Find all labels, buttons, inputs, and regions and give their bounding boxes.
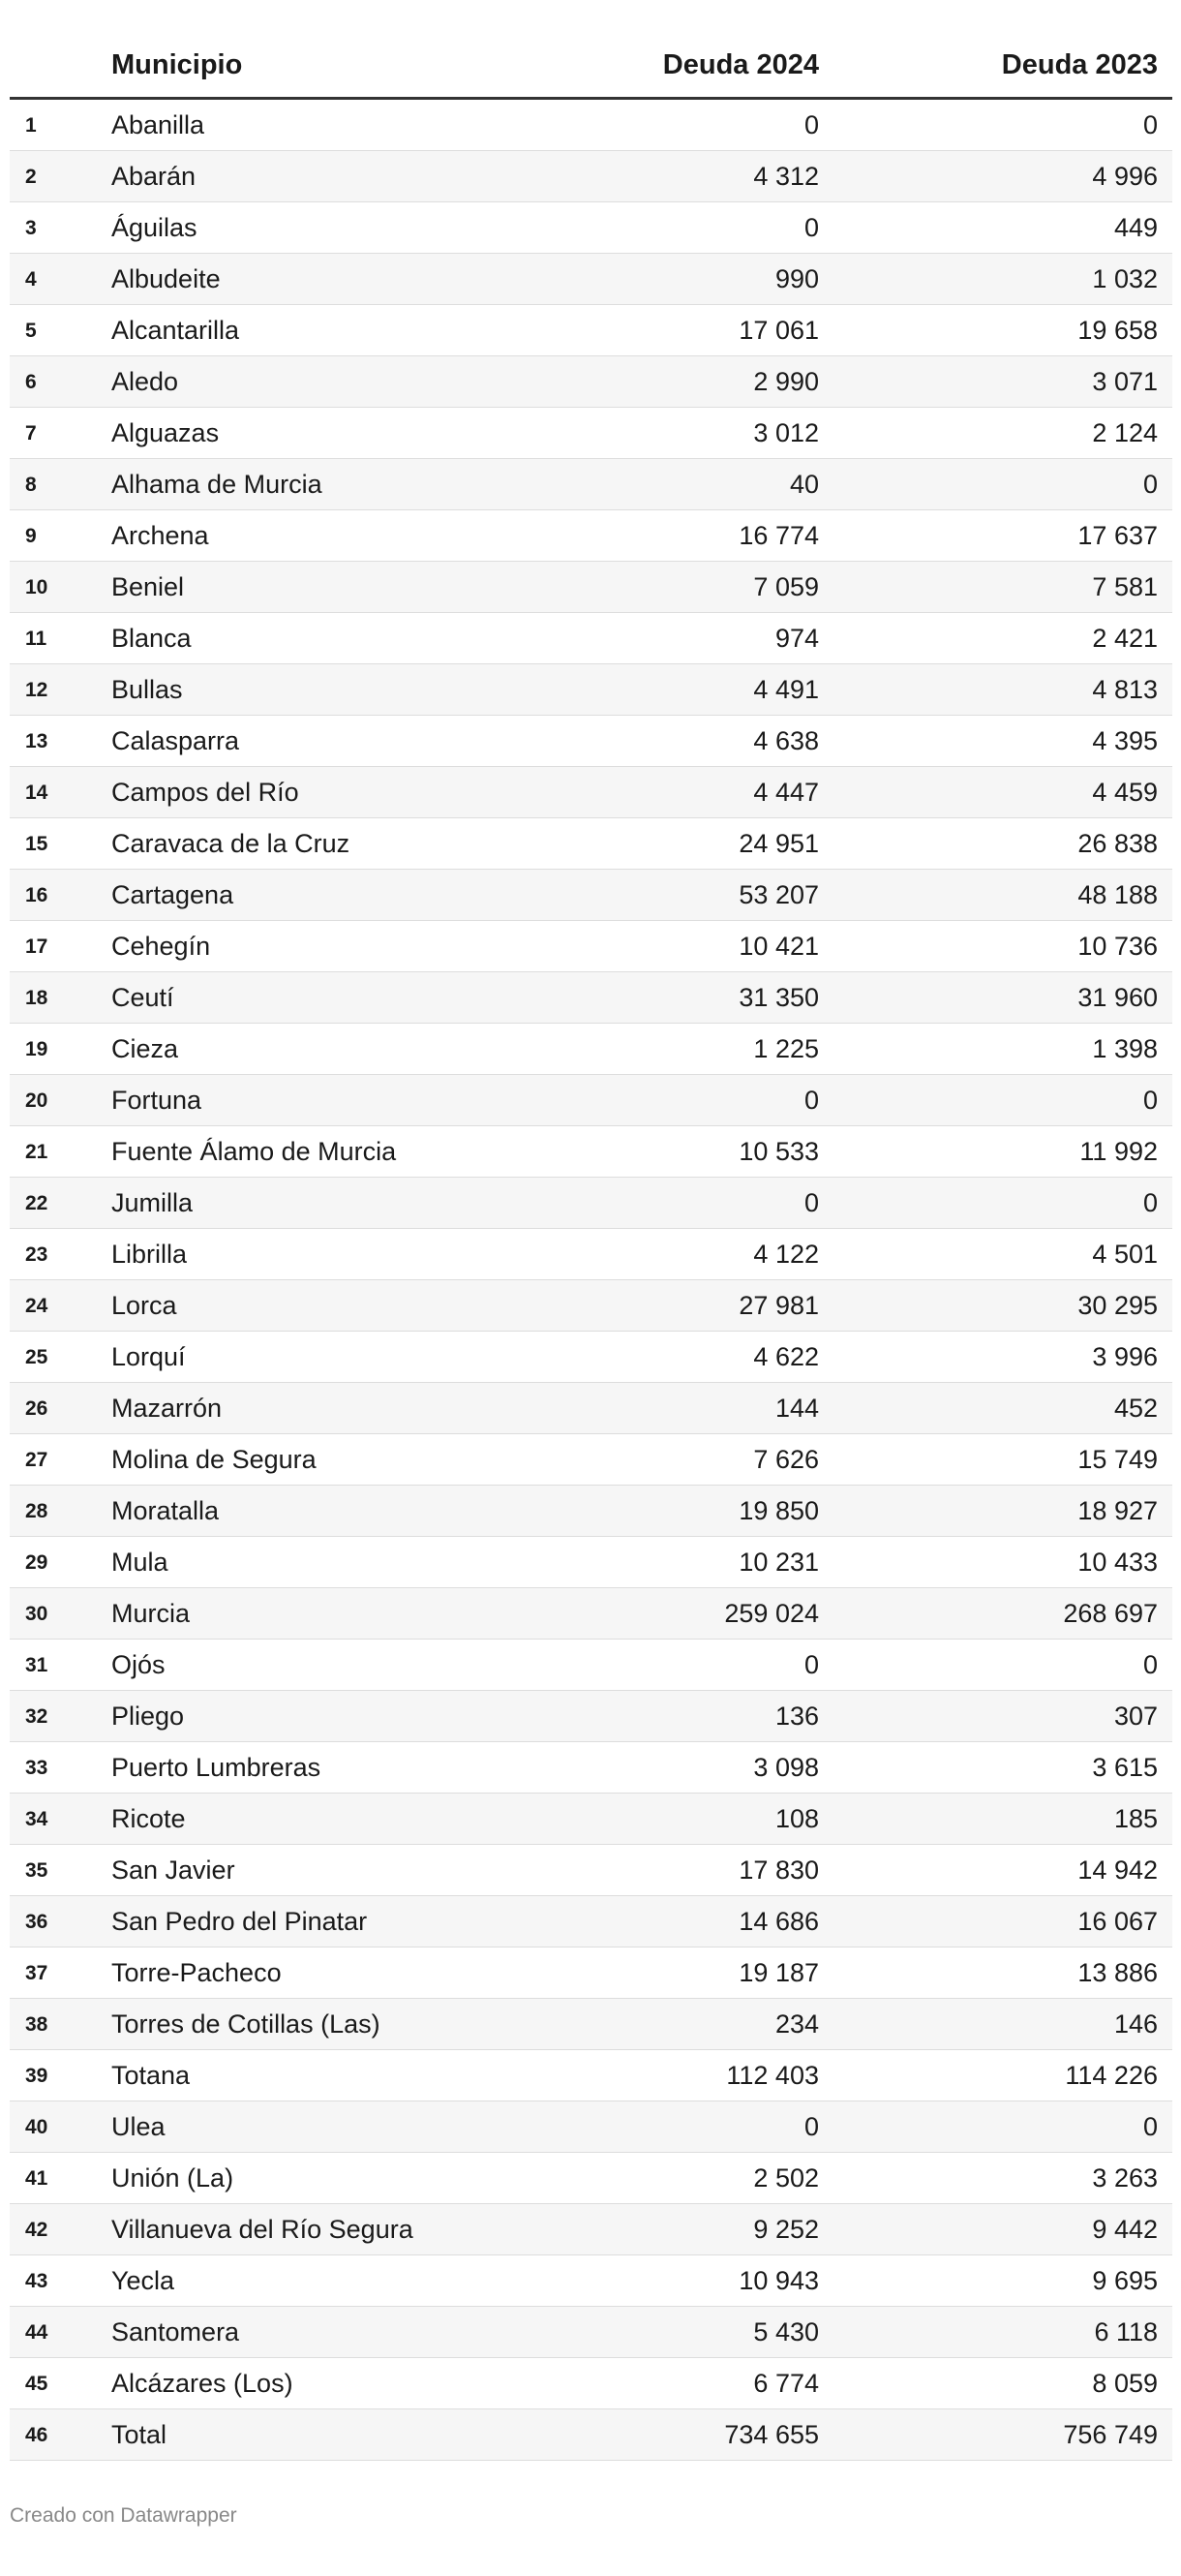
row-index: 17 [25,935,48,958]
row-index: 23 [25,1243,48,1266]
deuda-2024-cell: 31 350 [739,983,819,1012]
table-row [10,254,1172,305]
table-row [10,356,1172,408]
deuda-2023-cell: 1 032 [1092,264,1158,293]
deuda-2023-cell: 0 [1142,1188,1158,1217]
deuda-2024-cell: 53 207 [739,880,819,909]
deuda-2024-cell: 144 [774,1394,819,1423]
deuda-2024-cell: 4 638 [753,726,819,755]
table-row [10,2358,1172,2409]
deuda-2024-cell: 6 774 [753,2369,819,2398]
deuda-2024-cell: 17 830 [739,1855,819,1885]
row-index: 25 [25,1346,48,1368]
municipio-cell: Cieza [111,1034,179,1063]
row-index: 19 [25,1038,48,1060]
column-header-municipio[interactable]: Municipio [111,49,243,80]
table-row [10,1332,1172,1383]
row-index: 22 [25,1192,48,1214]
municipio-cell: Ceutí [111,983,174,1012]
table-row [10,100,1172,151]
deuda-2023-cell: 3 615 [1092,1753,1158,1782]
row-index: 12 [25,679,48,701]
municipio-cell: Cehegín [111,932,211,961]
municipio-cell: Torres de Cotillas (Las) [111,2009,380,2039]
municipio-cell: Yecla [111,2266,175,2295]
deuda-2024-cell: 234 [774,2009,819,2039]
deuda-2023-cell: 1 398 [1092,1034,1158,1063]
table-row [10,972,1172,1024]
row-index: 15 [25,833,48,855]
municipio-cell: Alcázares (Los) [111,2369,293,2398]
deuda-2023-cell: 9 695 [1092,2266,1158,2295]
municipio-cell: Fuente Álamo de Murcia [111,1137,397,1166]
deuda-2024-cell: 0 [803,2112,819,2141]
row-index: 28 [25,1500,48,1522]
row-index: 46 [25,2424,48,2446]
deuda-2023-cell: 146 [1113,2009,1158,2039]
deuda-2023-cell: 4 459 [1092,778,1158,807]
row-index: 3 [25,217,37,239]
row-index: 37 [25,1962,48,1984]
deuda-2024-cell: 1 225 [753,1034,819,1063]
row-index: 13 [25,730,48,752]
municipio-cell: Lorquí [111,1342,186,1371]
deuda-2023-cell: 6 118 [1094,2317,1158,2346]
deuda-2024-cell: 3 012 [753,418,819,447]
municipio-cell: Aledo [111,367,179,396]
table-row [10,767,1172,818]
municipio-cell: Caravaca de la Cruz [111,829,350,858]
table-row [10,1845,1172,1896]
deuda-2024-cell: 136 [774,1702,819,1731]
table-row [10,510,1172,562]
deuda-2024-cell: 14 686 [739,1907,819,1936]
deuda-2024-cell: 2 990 [753,367,819,396]
deuda-2023-cell: 13 886 [1077,1958,1158,1987]
row-index: 20 [25,1089,48,1112]
municipio-cell: Santomera [111,2317,240,2346]
deuda-2023-cell: 2 124 [1092,418,1158,447]
table-row [10,716,1172,767]
deuda-2023-cell: 0 [1142,1086,1158,1115]
deuda-2024-cell: 4 447 [753,778,819,807]
municipio-cell: Mazarrón [111,1394,223,1423]
table-row [10,2255,1172,2307]
municipio-cell: Alhama de Murcia [111,470,322,499]
deuda-2024-cell: 19 850 [739,1496,819,1525]
table-row [10,1486,1172,1537]
deuda-2024-cell: 10 231 [739,1548,819,1577]
row-index: 7 [25,422,37,445]
table-row [10,2101,1172,2153]
row-index: 18 [25,987,48,1009]
deuda-2023-cell: 15 749 [1077,1445,1158,1474]
table-row [10,664,1172,716]
deuda-2023-cell: 114 226 [1065,2061,1158,2090]
table-row [10,1794,1172,1845]
table-row [10,1896,1172,1947]
row-index: 44 [25,2321,48,2344]
municipio-cell: San Javier [111,1855,235,1885]
deuda-2023-cell: 19 658 [1077,316,1158,345]
table-row [10,2204,1172,2255]
deuda-2023-cell: 10 736 [1077,932,1158,961]
deuda-2023-cell: 0 [1142,2112,1158,2141]
row-index: 43 [25,2270,48,2292]
deuda-2024-cell: 16 774 [739,521,819,550]
deuda-2023-cell: 7 581 [1092,572,1158,601]
deuda-2024-cell: 17 061 [739,316,819,345]
municipio-cell: Calasparra [111,726,240,755]
deuda-2024-cell: 112 403 [726,2061,819,2090]
row-index: 36 [25,1911,48,1933]
deuda-2024-cell: 734 655 [724,2420,819,2449]
row-index: 29 [25,1551,48,1574]
deuda-2023-cell: 452 [1113,1394,1158,1423]
deuda-2023-cell: 26 838 [1077,829,1158,858]
deuda-2023-cell: 10 433 [1077,1548,1158,1577]
municipio-cell: Ulea [111,2112,166,2141]
table-row [10,305,1172,356]
municipio-cell: Cartagena [111,880,234,909]
row-index: 41 [25,2167,48,2190]
deuda-2024-cell: 3 098 [753,1753,819,1782]
municipio-cell: Torre-Pacheco [111,1958,282,1987]
deuda-2023-cell: 11 992 [1079,1137,1158,1166]
deuda-2023-cell: 18 927 [1077,1496,1158,1525]
deuda-2023-cell: 4 996 [1092,162,1158,191]
deuda-2023-cell: 48 188 [1077,880,1158,909]
deuda-2024-cell: 0 [803,1650,819,1679]
deuda-2024-cell: 9 252 [753,2215,819,2244]
deuda-2024-cell: 10 533 [739,1137,819,1166]
table-row [10,2050,1172,2101]
municipio-cell: Librilla [111,1240,188,1269]
deuda-2023-cell: 4 813 [1092,675,1158,704]
deuda-2023-cell: 185 [1113,1804,1158,1833]
row-index: 35 [25,1859,48,1882]
deuda-2024-cell: 7 059 [753,572,819,601]
data-table [10,37,1172,2461]
table-row [10,1537,1172,1588]
row-index: 45 [25,2373,48,2395]
municipio-cell: Ricote [111,1804,186,1833]
row-index: 39 [25,2065,48,2087]
deuda-2023-cell: 449 [1113,213,1158,242]
deuda-2024-cell: 10 943 [739,2266,819,2295]
municipio-cell: Total [111,2420,167,2449]
row-index: 8 [25,474,37,496]
municipio-cell: Mula [111,1548,168,1577]
row-index: 24 [25,1295,48,1317]
table-row [10,1999,1172,2050]
deuda-2024-cell: 108 [774,1804,819,1833]
deuda-2024-cell: 4 312 [753,162,819,191]
row-index: 27 [25,1449,48,1471]
table-row [10,1691,1172,1742]
row-index: 31 [25,1654,48,1676]
municipio-cell: Murcia [111,1599,191,1628]
table-row [10,1640,1172,1691]
column-header-deuda-2023[interactable]: Deuda 2023 [1001,49,1158,80]
deuda-2023-cell: 2 421 [1092,624,1158,653]
municipio-cell: Abanilla [111,110,205,139]
row-index: 38 [25,2013,48,2036]
deuda-2024-cell: 0 [803,110,819,139]
deuda-2024-cell: 4 122 [753,1240,819,1269]
deuda-2023-cell: 17 637 [1077,521,1158,550]
deuda-2024-cell: 0 [803,213,819,242]
deuda-2023-cell: 4 395 [1092,726,1158,755]
municipio-cell: Ojós [111,1650,166,1679]
municipio-cell: Jumilla [111,1188,194,1217]
footer-credit[interactable]: Creado con Datawrapper [10,2504,237,2527]
row-index: 21 [25,1141,48,1163]
table-row [10,1229,1172,1280]
table-row [10,202,1172,254]
table-row [10,1075,1172,1126]
row-index: 5 [25,320,37,342]
municipio-cell: Archena [111,521,209,550]
row-index: 42 [25,2219,48,2241]
municipio-cell: Albudeite [111,264,221,293]
row-index: 2 [25,166,37,188]
table-row [10,1126,1172,1178]
deuda-2023-cell: 30 295 [1077,1291,1158,1320]
row-index: 1 [25,114,37,137]
row-index: 26 [25,1397,48,1420]
municipio-cell: Molina de Segura [111,1445,317,1474]
deuda-2024-cell: 0 [803,1086,819,1115]
deuda-2023-cell: 307 [1113,1702,1158,1731]
table-row [10,1588,1172,1640]
deuda-2024-cell: 7 626 [753,1445,819,1474]
table-row [10,459,1172,510]
table-row [10,2307,1172,2358]
row-index: 11 [25,628,47,650]
deuda-2023-cell: 9 442 [1092,2215,1158,2244]
deuda-2024-cell: 4 491 [753,675,819,704]
deuda-2023-cell: 8 059 [1092,2369,1158,2398]
deuda-2023-cell: 3 263 [1092,2163,1158,2193]
row-index: 33 [25,1757,48,1779]
table-row [10,921,1172,972]
table-row [10,562,1172,613]
table-row [10,1178,1172,1229]
deuda-2024-cell: 259 024 [724,1599,819,1628]
municipio-cell: Lorca [111,1291,177,1320]
row-index: 16 [25,884,48,906]
table-header [10,37,1172,100]
column-header-deuda-2024[interactable]: Deuda 2024 [662,49,819,80]
deuda-2024-cell: 990 [774,264,819,293]
municipio-cell: Abarán [111,162,197,191]
row-index: 9 [25,525,37,547]
municipio-cell: Fortuna [111,1086,202,1115]
municipio-cell: Beniel [111,572,185,601]
table-row [10,870,1172,921]
municipio-cell: Puerto Lumbreras [111,1753,321,1782]
table-row [10,1280,1172,1332]
deuda-2023-cell: 14 942 [1077,1855,1158,1885]
row-index: 34 [25,1808,48,1830]
table-body [10,100,1172,2461]
table-row [10,613,1172,664]
deuda-2023-cell: 16 067 [1077,1907,1158,1936]
table-row [10,2153,1172,2204]
deuda-2024-cell: 27 981 [739,1291,819,1320]
municipio-cell: Pliego [111,1702,185,1731]
table-row [10,2409,1172,2461]
deuda-2024-cell: 0 [803,1188,819,1217]
deuda-2024-cell: 19 187 [739,1958,819,1987]
deuda-2023-cell: 3 996 [1092,1342,1158,1371]
municipio-cell: Moratalla [111,1496,220,1525]
table-row [10,1383,1172,1434]
municipio-cell: Bullas [111,675,183,704]
deuda-2024-cell: 5 430 [753,2317,819,2346]
table-row [10,1434,1172,1486]
row-index: 4 [25,268,37,291]
municipio-cell: Águilas [111,213,197,242]
municipio-cell: Villanueva del Río Segura [111,2215,413,2244]
deuda-2023-cell: 0 [1142,470,1158,499]
row-index: 40 [25,2116,48,2138]
table-row [10,818,1172,870]
table-row [10,1947,1172,1999]
municipio-cell: Totana [111,2061,191,2090]
municipio-cell: Alcantarilla [111,316,240,345]
deuda-2023-cell: 0 [1142,110,1158,139]
deuda-2024-cell: 974 [774,624,819,653]
municipio-cell: Campos del Río [111,778,299,807]
deuda-2023-cell: 31 960 [1077,983,1158,1012]
table-row [10,151,1172,202]
deuda-2024-cell: 40 [789,470,819,499]
table-row [10,408,1172,459]
table-row [10,1024,1172,1075]
deuda-2024-cell: 10 421 [739,932,819,961]
deuda-2023-cell: 756 749 [1063,2420,1158,2449]
deuda-2023-cell: 268 697 [1063,1599,1158,1628]
deuda-2024-cell: 4 622 [753,1342,819,1371]
municipio-cell: San Pedro del Pinatar [111,1907,368,1936]
deuda-2024-cell: 24 951 [739,829,819,858]
municipio-cell: Blanca [111,624,192,653]
row-index: 10 [25,576,48,598]
table-row [10,1742,1172,1794]
deuda-2023-cell: 4 501 [1092,1240,1158,1269]
row-index: 6 [25,371,37,393]
municipio-cell: Alguazas [111,418,220,447]
row-index: 32 [25,1705,48,1728]
deuda-2023-cell: 3 071 [1092,367,1158,396]
municipio-cell: Unión (La) [111,2163,234,2193]
deuda-2023-cell: 0 [1142,1650,1158,1679]
row-index: 14 [25,782,48,804]
deuda-2024-cell: 2 502 [753,2163,819,2193]
row-index: 30 [25,1603,48,1625]
